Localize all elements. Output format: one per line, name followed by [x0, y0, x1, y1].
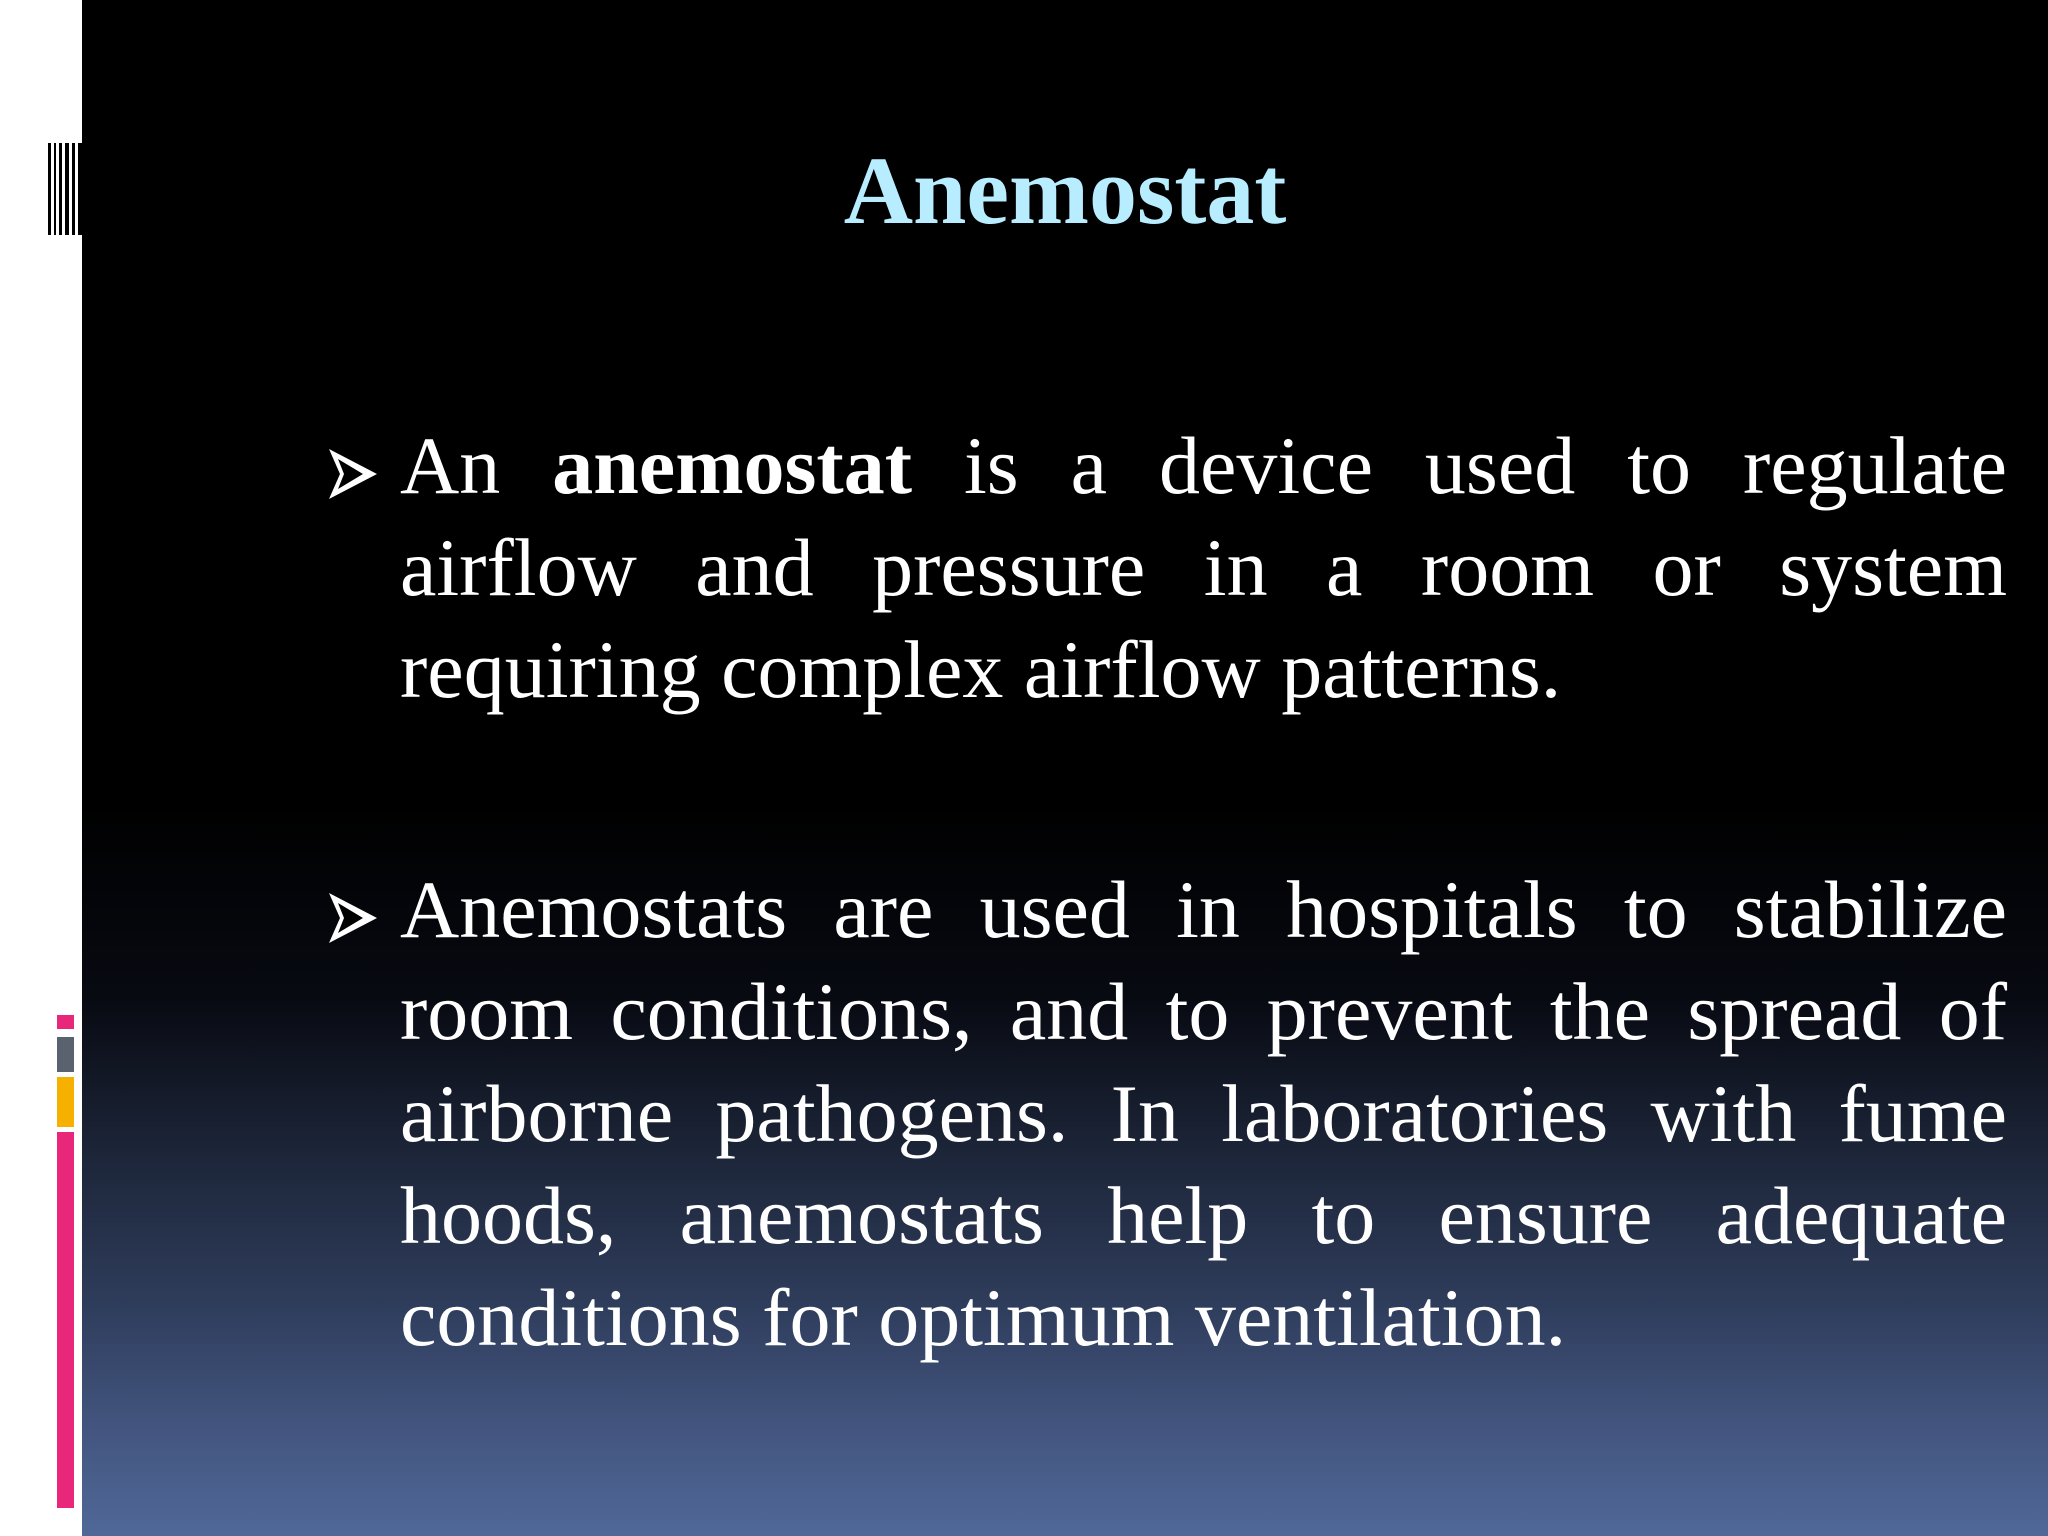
accent-bar-pink-top: [57, 1015, 74, 1029]
bullet-list: [247, 415, 2007, 1369]
arrow-bullet-icon: [327, 447, 379, 501]
accent-bar-gray: [57, 1037, 74, 1072]
accent-bar-pink: [57, 1132, 74, 1508]
left-decoration-strip: [0, 0, 82, 1536]
bullet-item: [247, 415, 2007, 721]
slide: [82, 0, 2048, 1536]
bullet-lead-text: An: [400, 420, 501, 511]
bullet-rest-text: is a device used to regulate airflow and pressure in a room or system requiring complex airflow patterns.: [400, 420, 2008, 715]
accent-bar-gold: [57, 1077, 74, 1127]
bullet-bold-term: anemostat: [552, 420, 913, 511]
bullet-item: [247, 859, 2007, 1369]
barcode-decoration: [48, 143, 82, 235]
arrow-bullet-icon: [327, 891, 379, 945]
slide-title: Anemostat: [843, 137, 1287, 244]
bullet-text: Anemostats are used in hospitals to stabilize room conditions, and to prevent the spread of airborne pathogens. In laboratories with fume hoods, anemostats help to ensure adequate conditions for optimum ventilation.: [400, 864, 2007, 1363]
